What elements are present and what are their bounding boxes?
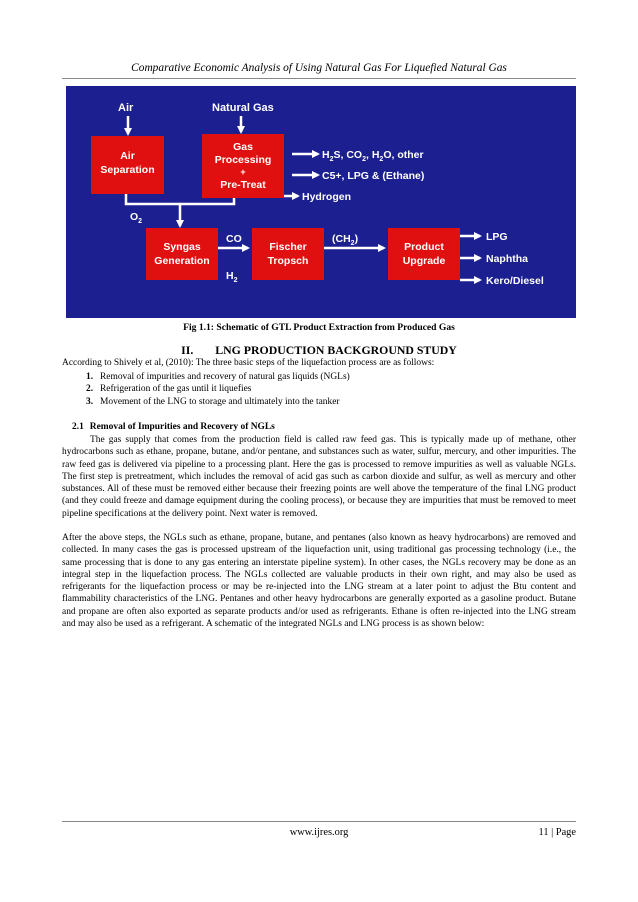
gas-processing-line2: Processing: [214, 154, 272, 166]
paragraph-1: The gas supply that comes from the production field is called raw feed gas. This is typically made up of methane, other hydrocarbons such as ethane, propane, butane, and/or pentane, and substances such as water, sulfur, mercury, and other impurities. The raw feed gas is delivered via pipeline to a processing plant. Here the gas is processed to remove impurities as well as valuable NGLs. The first step is pretreatment, which includes the removal of acid gas such as carbon dioxide and sulfur, as well as mercury and other substances. All of these must be removed either because their freezing points are well above the temperature of the final LNG product (and they could freeze and damage equipment during the cooling process), or because they are impurities that must be removed to meet pipeline specifications at the delivery point. Next water is removed.: [62, 435, 576, 519]
label-air-input: Air: [118, 102, 134, 114]
gtl-schematic-diagram: [66, 86, 576, 318]
syngas-line2: Generation: [154, 255, 210, 267]
fischer-line2: Tropsch: [267, 255, 309, 267]
label-lpg: LPG: [486, 231, 508, 243]
gtl-schematic-figure: [66, 86, 576, 318]
step-number: 1.: [86, 372, 94, 382]
label-ch2: $(CH_2)$: [332, 233, 359, 247]
paragraph-2: After the above steps, the NGLs such as ethane, propane, butane, and pentanes (also known as heavy hydrocarbons) are removed and collected. In many cases the gas is processed upstream of the liquefaction unit, using traditional gas processing technology (i.e., the same processing that is done to any gas entering an interstate pipeline system). In other cases, the NGLs recovery may be done as an integral step in the liquefaction process. The NGLs collected are valuable products in their own right, and may also be used as refrigerants for the liquefaction process or may be re-injected into the LNG stream at a later point to adjust the Btu content and flammability characteristics of the LNG. Pentanes and other heavy hydrocarbons are generally exported as a gasoline product. Butane and propane are often also exported as separate products and/or used as refrigerants. Ethane is often re-injected into the LNG stream and may also be used as a refrigerant. A schematic of the integrated NGLs and LNG process is as shown below:: [62, 533, 576, 630]
label-h2: $H_2$: [226, 270, 238, 284]
step-text: Refrigeration of the gas until it liquefies: [100, 384, 252, 395]
label-co: CO: [226, 233, 242, 245]
list-item: [86, 396, 576, 408]
running-header: Comparative Economic Analysis of Using Natural Gas For Liquefied Natural Gas: [131, 62, 507, 74]
step-number: 3.: [86, 396, 94, 407]
step-number: 2.: [86, 384, 94, 395]
section-number: II.: [181, 343, 194, 357]
air-separation-line2: Separation: [100, 164, 155, 176]
label-naphtha: Naphtha: [486, 253, 528, 265]
label-kero-diesel: Kero/Diesel: [486, 275, 544, 287]
header-rule: [62, 78, 576, 79]
box-syngas-generation: [146, 228, 218, 280]
label-c5-lpg-ethane: C5+, LPG & (Ethane): [322, 170, 425, 182]
steps-list: [62, 371, 576, 408]
figure-caption: Fig 1.1: Schematic of GTL Product Extraction from Produced Gas: [183, 322, 455, 333]
list-item: [86, 371, 576, 383]
gas-processing-line4: Pre-Treat: [220, 179, 266, 191]
syngas-line1: Syngas: [163, 241, 201, 253]
product-line1: Product: [404, 241, 444, 253]
label-o2: $O_2$: [130, 211, 143, 225]
box-product-upgrade: [388, 228, 460, 280]
fischer-line1: Fischer: [269, 241, 307, 253]
section-title: LNG PRODUCTION BACKGROUND STUDY: [215, 343, 457, 357]
subsection-title: Removal of Impurities and Recovery of NGLs: [89, 422, 275, 432]
gas-processing-line3: +: [240, 167, 246, 177]
footer-page-number: 11 | Page: [538, 827, 576, 838]
step-text: Removal of impurities and recovery of natural gas liquids (NGLs): [100, 372, 350, 382]
air-separation-line1: Air: [120, 150, 135, 162]
footer-rule: [62, 821, 576, 822]
list-item: [86, 383, 576, 395]
label-hydrogen: Hydrogen: [302, 191, 352, 203]
step-text: Movement of the LNG to storage and ultimately into the tanker: [100, 396, 340, 407]
subsection-heading: [62, 421, 576, 433]
intro-text: According to Shively et al, (2010): The three basic steps of the liquefaction process are as follows:: [62, 358, 435, 368]
product-line2: Upgrade: [402, 255, 446, 267]
section-heading: [62, 343, 576, 358]
subsection-number: 2.1: [72, 422, 84, 432]
footer-url: www.ijres.org: [289, 827, 349, 838]
label-natural-gas-input: Natural Gas: [212, 102, 274, 114]
gas-processing-line1: Gas: [233, 141, 253, 153]
box-fischer-tropsch: [252, 228, 324, 280]
label-impurities: $H_2S$, $CO_2$, $H_2O$, other: [322, 149, 424, 163]
